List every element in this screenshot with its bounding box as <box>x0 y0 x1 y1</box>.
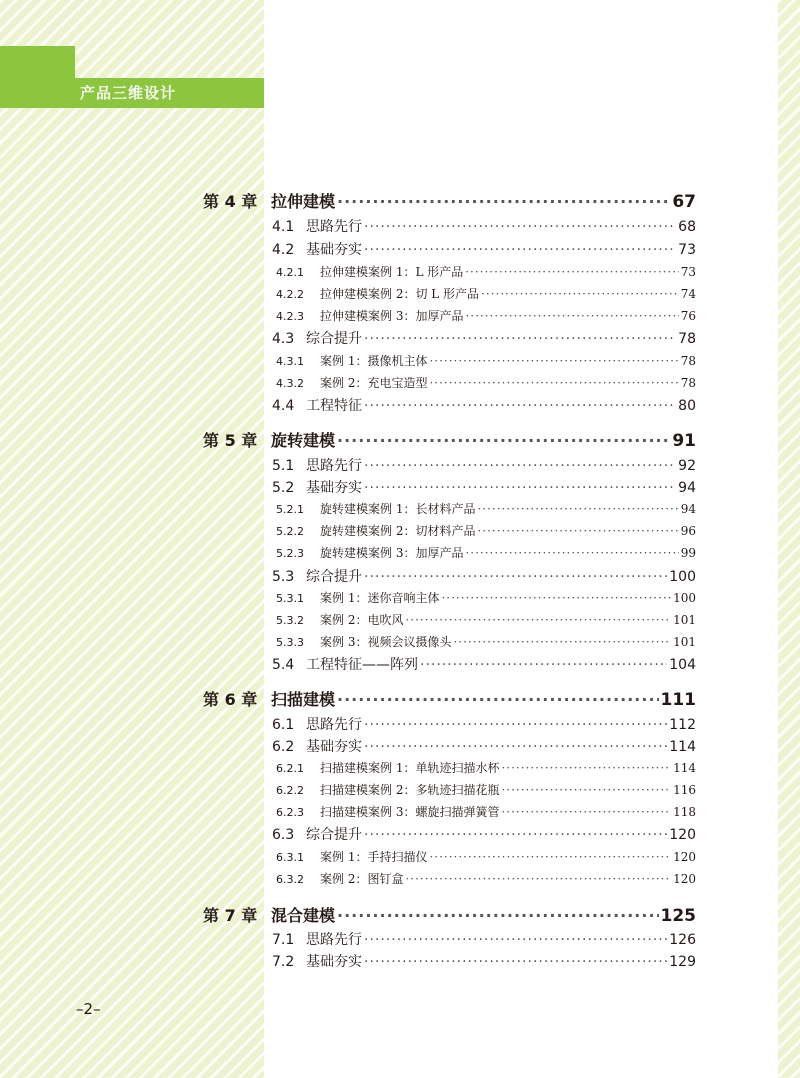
leader-dots <box>364 932 667 948</box>
subsection-page: 94 <box>680 502 696 516</box>
section-number: 5.3 <box>272 569 295 585</box>
subsection-number: 5.2.3 <box>276 547 304 560</box>
subsection-page: 120 <box>673 872 696 886</box>
toc-subsection-entry[interactable] <box>276 848 696 865</box>
toc-section-entry[interactable] <box>272 714 696 734</box>
section-title: 综合提升 <box>306 331 362 347</box>
subsection-number: 4.2.3 <box>276 310 304 323</box>
decorative-stripe-band-right <box>778 0 800 1078</box>
subsection-title: 案例 2：图钉盒 <box>320 872 404 886</box>
subsection-title: 案例 1：手持扫描仪 <box>320 850 428 864</box>
leader-dots <box>364 717 667 733</box>
section-page: 73 <box>678 242 696 258</box>
section-number: 7.1 <box>272 932 295 948</box>
section-number: 6.3 <box>272 827 295 843</box>
toc-section-entry[interactable] <box>272 654 696 674</box>
leader-dots <box>501 783 671 797</box>
toc-chapter-entry[interactable] <box>203 428 696 451</box>
leader-dots <box>429 850 671 864</box>
leader-dots <box>501 805 671 819</box>
subsection-number: 4.3.2 <box>276 377 304 390</box>
section-page: 94 <box>678 480 696 496</box>
subsection-page: 114 <box>673 761 696 775</box>
chapter-number: 第 6 章 <box>203 690 258 709</box>
subsection-title: 案例 2：充电宝造型 <box>320 376 428 390</box>
leader-dots <box>465 309 678 323</box>
section-title: 思路先行 <box>306 717 362 733</box>
subsection-page: 100 <box>673 591 696 605</box>
leader-dots <box>364 219 676 235</box>
subsection-title: 旋转建模案例 2：切材料产品 <box>320 524 476 538</box>
leader-dots <box>364 569 667 585</box>
header-accent-block <box>0 46 75 108</box>
chapter-title: 扫描建模 <box>271 690 336 709</box>
toc-subsection-entry[interactable] <box>276 759 696 776</box>
subsection-page: 120 <box>673 850 696 864</box>
leader-dots <box>405 872 671 886</box>
section-page: 112 <box>669 717 696 733</box>
leader-dots <box>441 591 671 605</box>
subsection-number: 4.2.1 <box>276 266 304 279</box>
subsection-number: 5.3.1 <box>276 592 304 605</box>
leader-dots <box>465 546 678 560</box>
section-page: 126 <box>669 932 696 948</box>
subsection-title: 案例 1：摄像机主体 <box>320 354 428 368</box>
leader-dots <box>337 906 658 925</box>
leader-dots <box>481 287 679 301</box>
section-title: 工程特征——阵列 <box>306 657 418 673</box>
section-title: 基础夯实 <box>306 739 362 755</box>
toc-section-entry[interactable] <box>272 824 696 844</box>
running-header-title: 产品三维设计 <box>80 84 177 102</box>
leader-dots <box>337 690 658 709</box>
subsection-number: 4.3.1 <box>276 355 304 368</box>
toc-section-entry[interactable] <box>272 951 696 971</box>
section-title: 基础夯实 <box>306 242 362 258</box>
leader-dots <box>405 613 671 627</box>
subsection-title: 拉伸建模案例 2：切 L 形产品 <box>320 287 480 301</box>
subsection-page: 78 <box>680 354 696 368</box>
leader-dots <box>477 524 678 538</box>
subsection-page: 76 <box>680 309 696 323</box>
chapter-page: 91 <box>672 431 696 451</box>
section-page: 129 <box>669 954 696 970</box>
leader-dots <box>364 398 676 414</box>
section-title: 思路先行 <box>306 458 362 474</box>
section-number: 4.3 <box>272 331 295 347</box>
toc-subsection-entry[interactable] <box>276 870 696 887</box>
subsection-page: 78 <box>680 376 696 390</box>
subsection-title: 拉伸建模案例 1：L 形产品 <box>320 265 464 279</box>
toc-chapter-entry[interactable] <box>203 687 696 710</box>
chapter-page: 125 <box>660 906 696 926</box>
chapter-title: 拉伸建模 <box>271 192 336 211</box>
section-number: 4.4 <box>272 398 295 414</box>
leader-dots <box>364 739 667 755</box>
leader-dots <box>477 502 678 516</box>
toc-section-entry[interactable] <box>272 328 696 348</box>
subsection-number: 6.2.1 <box>276 762 304 775</box>
subsection-page: 118 <box>673 805 696 819</box>
toc-subsection-entry[interactable] <box>276 263 696 280</box>
subsection-title: 拉伸建模案例 3：加厚产品 <box>320 309 464 323</box>
chapter-number: 第 4 章 <box>203 192 258 211</box>
subsection-page: 74 <box>680 287 696 301</box>
chapter-number: 第 7 章 <box>203 906 258 925</box>
section-number: 5.2 <box>272 480 295 496</box>
leader-dots <box>337 431 670 450</box>
subsection-page: 116 <box>673 783 696 797</box>
leader-dots <box>337 192 670 211</box>
subsection-number: 6.3.2 <box>276 873 304 886</box>
section-page: 120 <box>669 827 696 843</box>
section-page: 80 <box>678 398 696 414</box>
subsection-page: 96 <box>680 524 696 538</box>
leader-dots <box>420 657 667 673</box>
section-number: 4.1 <box>272 219 295 235</box>
subsection-title: 扫描建模案例 1：单轨迹扫描水杯 <box>320 761 500 775</box>
leader-dots <box>453 635 671 649</box>
leader-dots <box>364 827 667 843</box>
chapter-title: 旋转建模 <box>271 431 336 450</box>
leader-dots <box>364 954 667 970</box>
subsection-title: 案例 3：视频会议摄像头 <box>320 635 452 649</box>
section-number: 5.4 <box>272 657 295 673</box>
toc-subsection-entry[interactable] <box>276 522 696 539</box>
section-page: 68 <box>678 219 696 235</box>
subsection-title: 扫描建模案例 2：多轨迹扫描花瓶 <box>320 783 500 797</box>
toc-section-entry[interactable] <box>272 395 696 415</box>
toc-subsection-entry[interactable] <box>276 633 696 650</box>
section-title: 思路先行 <box>306 219 362 235</box>
section-title: 综合提升 <box>306 827 362 843</box>
subsection-number: 5.3.2 <box>276 614 304 627</box>
toc-section-entry[interactable] <box>272 566 696 586</box>
toc-subsection-entry[interactable] <box>276 374 696 391</box>
toc-subsection-entry[interactable] <box>276 307 696 324</box>
subsection-page: 73 <box>680 265 696 279</box>
subsection-number: 6.2.3 <box>276 806 304 819</box>
subsection-title: 旋转建模案例 1：长材料产品 <box>320 502 476 516</box>
subsection-number: 4.2.2 <box>276 288 304 301</box>
section-title: 综合提升 <box>306 569 362 585</box>
subsection-page: 101 <box>673 613 696 627</box>
subsection-number: 5.3.3 <box>276 636 304 649</box>
subsection-number: 5.2.1 <box>276 503 304 516</box>
section-number: 6.2 <box>272 739 295 755</box>
toc-section-entry[interactable] <box>272 477 696 497</box>
section-page: 114 <box>669 739 696 755</box>
section-page: 92 <box>678 458 696 474</box>
toc-subsection-entry[interactable] <box>276 803 696 820</box>
section-number: 4.2 <box>272 242 295 258</box>
leader-dots <box>364 458 676 474</box>
leader-dots <box>364 480 676 496</box>
section-number: 6.1 <box>272 717 295 733</box>
leader-dots <box>364 242 676 258</box>
toc-subsection-entry[interactable] <box>276 589 696 606</box>
toc-subsection-entry[interactable] <box>276 611 696 628</box>
toc-chapter-entry[interactable] <box>203 189 696 212</box>
leader-dots <box>429 376 678 390</box>
chapter-page: 67 <box>672 192 696 212</box>
subsection-title: 案例 1：迷你音响主体 <box>320 591 440 605</box>
subsection-title: 旋转建模案例 3：加厚产品 <box>320 546 464 560</box>
toc-subsection-entry[interactable] <box>276 781 696 798</box>
toc-subsection-entry[interactable] <box>276 285 696 302</box>
section-page: 78 <box>678 331 696 347</box>
toc-section-entry[interactable] <box>272 455 696 475</box>
chapter-number: 第 5 章 <box>203 431 258 450</box>
subsection-number: 6.2.2 <box>276 784 304 797</box>
subsection-title: 案例 2：电吹风 <box>320 613 404 627</box>
section-page: 104 <box>669 657 696 673</box>
chapter-page: 111 <box>660 690 696 710</box>
leader-dots <box>465 265 678 279</box>
subsection-page: 101 <box>673 635 696 649</box>
toc-subsection-entry[interactable] <box>276 544 696 561</box>
section-title: 基础夯实 <box>306 480 362 496</box>
toc-section-entry[interactable] <box>272 929 696 949</box>
toc-subsection-entry[interactable] <box>276 352 696 369</box>
toc-chapter-entry[interactable] <box>203 903 696 926</box>
toc-section-entry[interactable] <box>272 736 696 756</box>
chapter-title: 混合建模 <box>271 906 336 925</box>
toc-section-entry[interactable] <box>272 216 696 236</box>
toc-section-entry[interactable] <box>272 239 696 259</box>
subsection-title: 扫描建模案例 3：螺旋扫描弹簧管 <box>320 805 500 819</box>
toc-subsection-entry[interactable] <box>276 500 696 517</box>
subsection-page: 99 <box>680 546 696 560</box>
leader-dots <box>501 761 671 775</box>
leader-dots <box>364 331 676 347</box>
section-number: 5.1 <box>272 458 295 474</box>
subsection-number: 5.2.2 <box>276 525 304 538</box>
section-page: 100 <box>669 569 696 585</box>
section-title: 思路先行 <box>306 932 362 948</box>
subsection-number: 6.3.1 <box>276 851 304 864</box>
section-number: 7.2 <box>272 954 295 970</box>
section-title: 基础夯实 <box>306 954 362 970</box>
page-number: –2– <box>76 1000 101 1018</box>
section-title: 工程特征 <box>306 398 362 414</box>
leader-dots <box>429 354 678 368</box>
